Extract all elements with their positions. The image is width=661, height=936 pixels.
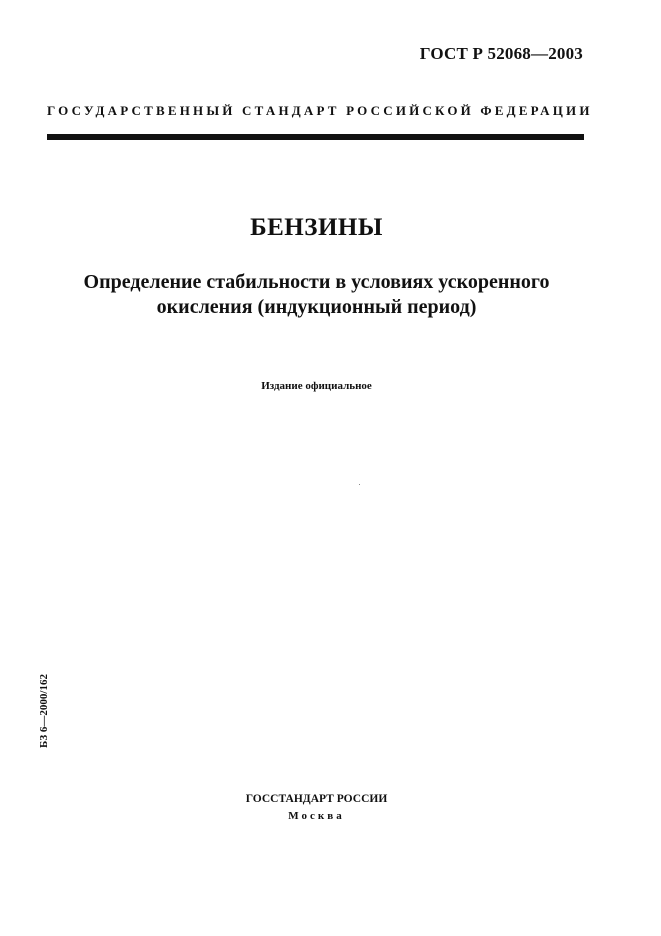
- header-divider: [47, 134, 584, 140]
- standard-series-heading: ГОСУДАРСТВЕННЫЙ СТАНДАРТ РОССИЙСКОЙ ФЕДЕРАЦИИ: [47, 103, 593, 118]
- document-title: БЕНЗИНЫ: [250, 214, 383, 241]
- subtitle-line-1: Определение стабильности в условиях ускоренного: [83, 271, 550, 293]
- publication-city: Москва: [288, 810, 345, 822]
- side-code: [36, 672, 52, 750]
- edition-note: Издание официальное: [261, 380, 372, 392]
- document-subtitle: [0, 270, 633, 320]
- document-number: ГОСТ Р 52068—2003: [419, 44, 583, 63]
- subtitle-line-2: окисления (индукционный период): [156, 296, 477, 318]
- speck: [359, 484, 360, 485]
- publisher: ГОССТАНДАРТ РОССИИ: [245, 793, 388, 805]
- side-code-text: БЗ 6—2000/162: [38, 674, 50, 748]
